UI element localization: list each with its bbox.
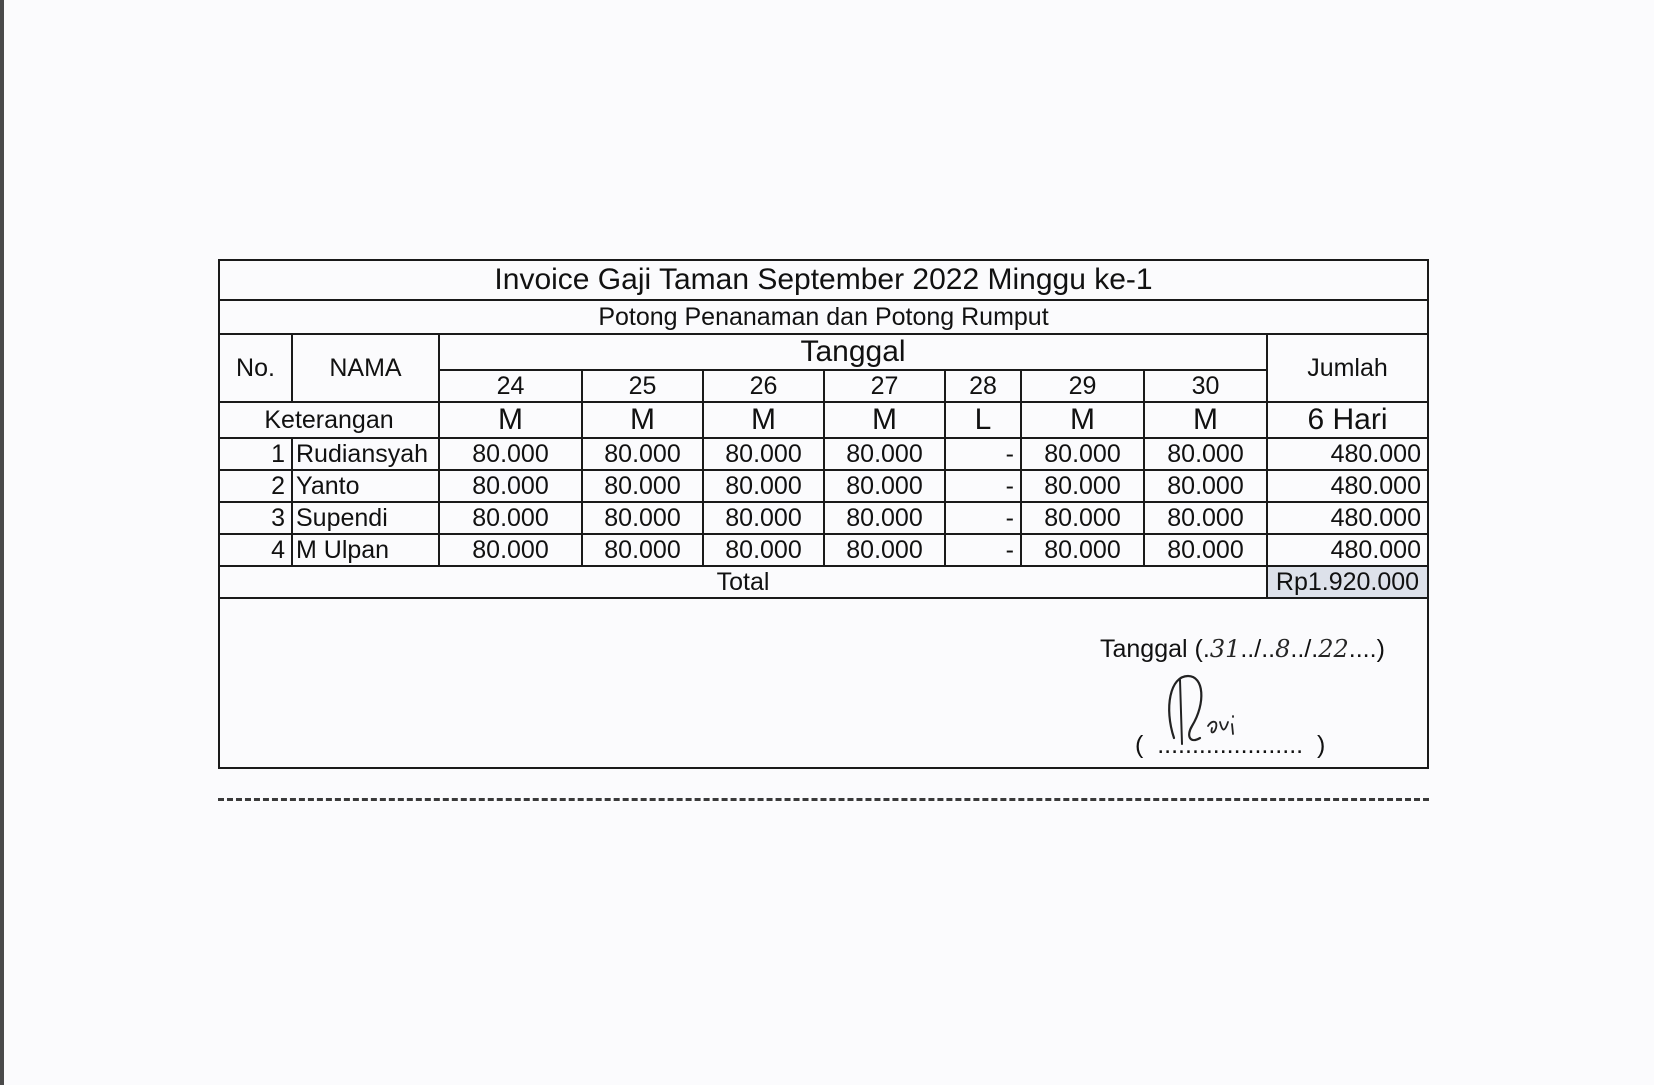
wage-cell: 80.000: [582, 502, 703, 534]
date-label: Tanggal (: [1100, 635, 1203, 663]
row-number: 1: [220, 438, 292, 470]
table-row: [220, 438, 1427, 470]
total-label: Total: [220, 566, 1267, 598]
employee-name: Supendi: [292, 502, 439, 534]
keterangan-cell: L: [945, 402, 1021, 438]
wage-cell: 80.000: [582, 438, 703, 470]
row-number: 2: [220, 470, 292, 502]
date-year: 22: [1318, 635, 1349, 663]
date-sep-1: /: [1254, 635, 1262, 663]
wage-cell: 80.000: [1021, 502, 1144, 534]
total-row: [220, 566, 1427, 598]
employee-name: M Ulpan: [292, 534, 439, 566]
cut-line: [218, 798, 1429, 801]
employee-name: Yanto: [292, 470, 439, 502]
total-days: 6 Hari: [1267, 402, 1427, 438]
row-number: 3: [220, 502, 292, 534]
date-close: ): [1376, 635, 1385, 663]
keterangan-cell: M: [824, 402, 945, 438]
header-nama: NAMA: [292, 334, 439, 402]
date-sep-2: /: [1304, 635, 1312, 663]
wage-cell: 80.000: [439, 438, 582, 470]
wage-cell: 80.000: [703, 470, 824, 502]
row-number: 4: [220, 534, 292, 566]
date-cell: 25: [582, 370, 703, 402]
date-cell: 29: [1021, 370, 1144, 402]
row-total: 480.000: [1267, 502, 1427, 534]
keterangan-cell: M: [582, 402, 703, 438]
employee-name: Rudiansyah: [292, 438, 439, 470]
signer-line: ( ..................... ): [1135, 731, 1326, 759]
table-row: [220, 470, 1427, 502]
wage-cell: 80.000: [703, 534, 824, 566]
row-total: 480.000: [1267, 438, 1427, 470]
wage-cell: 80.000: [439, 534, 582, 566]
wage-cell: 80.000: [824, 470, 945, 502]
wage-cell: 80.000: [1021, 534, 1144, 566]
date-cell: 26: [703, 370, 824, 402]
wage-cell: 80.000: [703, 502, 824, 534]
wage-cell: -: [945, 534, 1021, 566]
wage-cell: 80.000: [1021, 438, 1144, 470]
wage-cell: 80.000: [1144, 502, 1267, 534]
wage-cell: 80.000: [439, 502, 582, 534]
wage-cell: -: [945, 438, 1021, 470]
header-jumlah: Jumlah: [1267, 334, 1427, 402]
date-cell: 30: [1144, 370, 1267, 402]
wage-cell: 80.000: [1144, 438, 1267, 470]
table-row: [220, 534, 1427, 566]
signature-area: [220, 613, 1427, 767]
wage-cell: 80.000: [824, 534, 945, 566]
keterangan-label: Keterangan: [220, 402, 439, 438]
signer-close: ): [1316, 731, 1326, 759]
invoice-document: [218, 259, 1429, 769]
invoice-table: [220, 261, 1427, 599]
header-tanggal: Tanggal: [439, 334, 1267, 370]
date-day: 31: [1209, 635, 1241, 663]
keterangan-cell: M: [1144, 402, 1267, 438]
wage-cell: -: [945, 502, 1021, 534]
signature-date: Tanggal (.31../..8../.22....): [1100, 635, 1385, 663]
table-row: [220, 502, 1427, 534]
wage-cell: 80.000: [582, 470, 703, 502]
scan-edge: [0, 0, 4, 1085]
total-amount: Rp1.920.000: [1267, 566, 1427, 598]
invoice-title: Invoice Gaji Taman September 2022 Minggu ke-1: [220, 261, 1427, 300]
wage-cell: 80.000: [439, 470, 582, 502]
wage-cell: 80.000: [703, 438, 824, 470]
date-cell: 24: [439, 370, 582, 402]
wage-cell: -: [945, 470, 1021, 502]
date-cell: 28: [945, 370, 1021, 402]
wage-cell: 80.000: [824, 502, 945, 534]
keterangan-cell: M: [703, 402, 824, 438]
invoice-subtitle: Potong Penanaman dan Potong Rumput: [220, 300, 1427, 334]
header-no: No.: [220, 334, 292, 402]
keterangan-cell: M: [439, 402, 582, 438]
wage-cell: 80.000: [1021, 470, 1144, 502]
wage-cell: 80.000: [1144, 470, 1267, 502]
wage-cell: 80.000: [582, 534, 703, 566]
wage-cell: 80.000: [824, 438, 945, 470]
row-total: 480.000: [1267, 534, 1427, 566]
signer-open: (: [1135, 731, 1144, 759]
keterangan-row: [220, 402, 1427, 438]
keterangan-cell: M: [1021, 402, 1144, 438]
wage-cell: 80.000: [1144, 534, 1267, 566]
date-month: 8: [1275, 635, 1291, 663]
row-total: 480.000: [1267, 470, 1427, 502]
date-cell: 27: [824, 370, 945, 402]
